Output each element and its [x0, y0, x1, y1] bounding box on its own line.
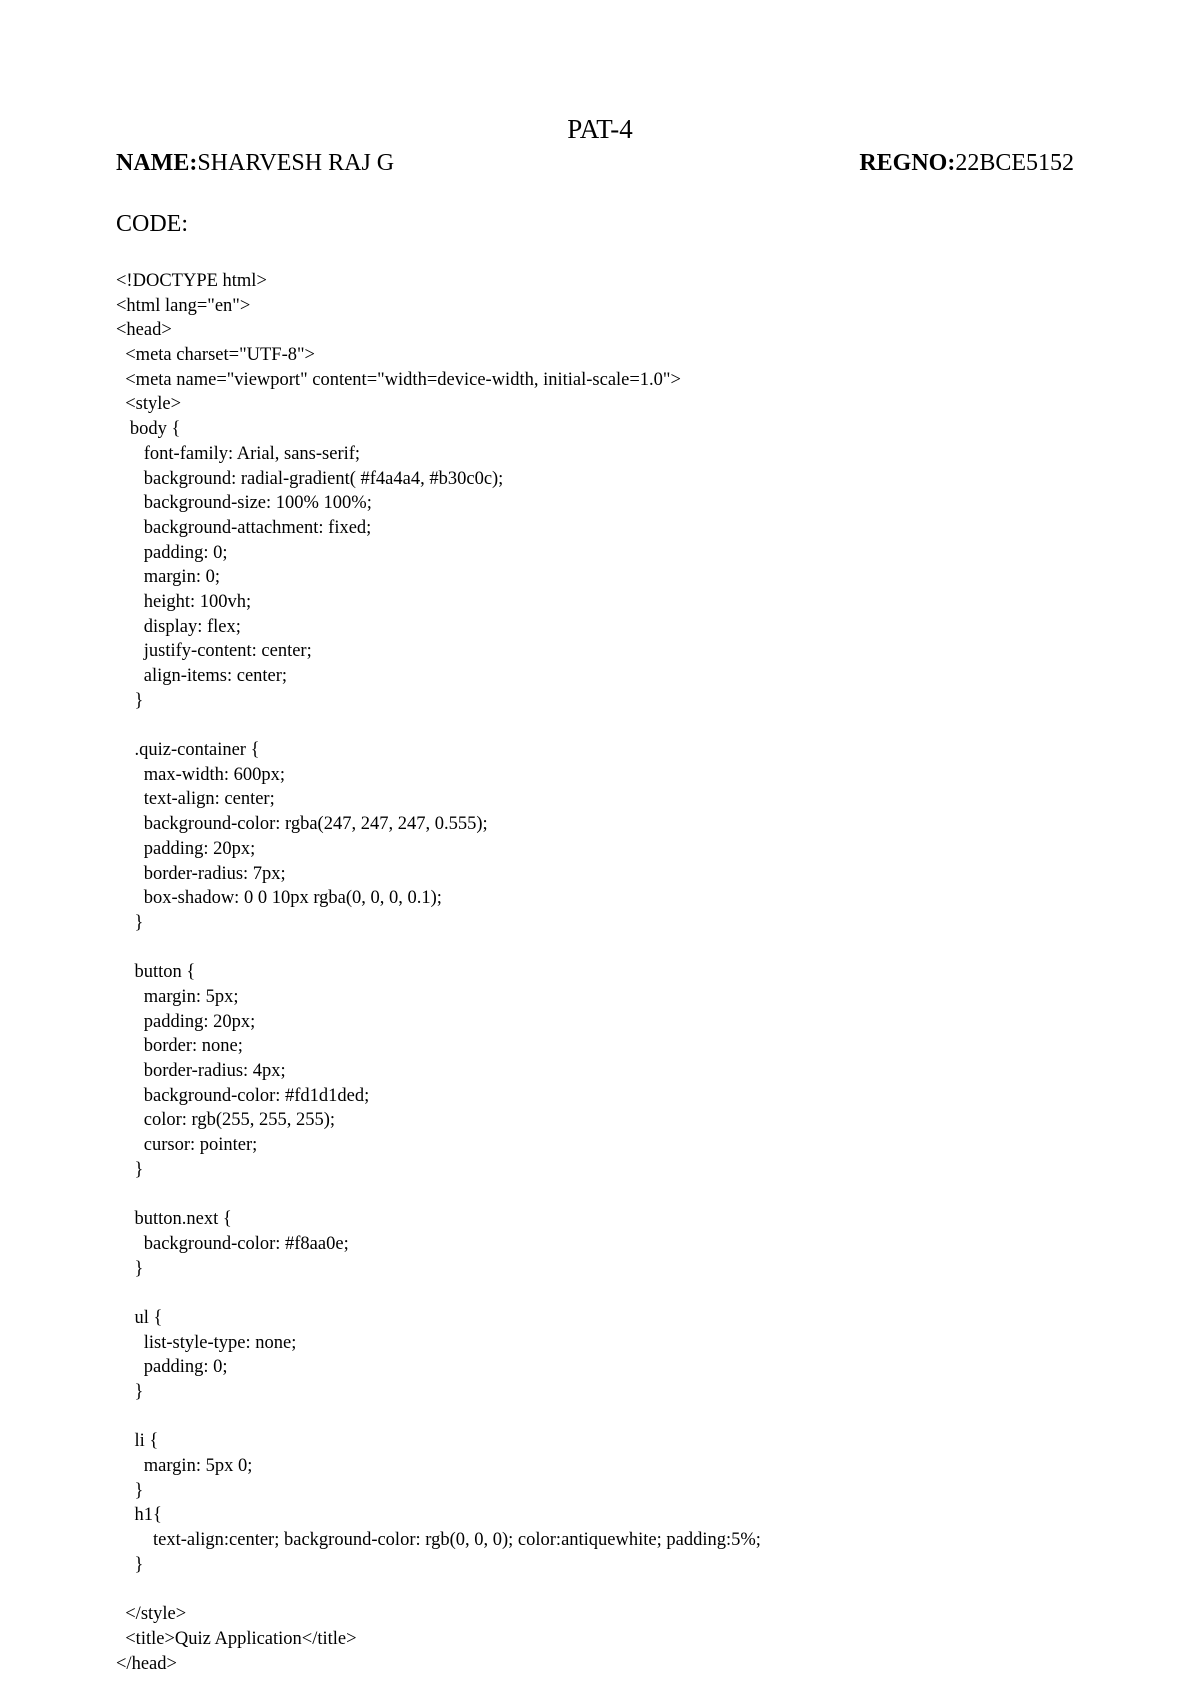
code-line: padding: 0; [116, 542, 228, 563]
code-line: ul { [116, 1307, 163, 1328]
code-line: </style> [116, 1604, 187, 1625]
code-line: box-shadow: 0 0 10px rgba(0, 0, 0, 0.1); [116, 888, 442, 909]
code-line: justify-content: center; [116, 641, 312, 662]
code-line: } [116, 690, 144, 711]
code-line: } [116, 1258, 144, 1279]
code-line: <meta charset="UTF-8"> [116, 345, 315, 366]
code-line: } [116, 1480, 144, 1501]
code-line [116, 1405, 1116, 1430]
code-line: padding: 0; [116, 1357, 228, 1378]
code-line: background-color: #f8aa0e; [116, 1233, 349, 1254]
regno-label: REGNO: [859, 150, 956, 176]
code-line: } [116, 1381, 144, 1402]
code-line: <head> [116, 320, 172, 341]
page-title: PAT-4 [567, 114, 633, 144]
code-line: body { [116, 419, 181, 440]
code-line: button { [116, 962, 196, 983]
code-line: margin: 0; [116, 567, 220, 588]
regno-field [859, 147, 1074, 179]
code-line: padding: 20px; [116, 1011, 256, 1032]
name-value: SHARVESH RAJ G [197, 150, 395, 176]
code-line: margin: 5px; [116, 986, 239, 1007]
code-line: text-align:center; background-color: rgb(0, 0, 0); color:antiquewhite; padding:5%; [116, 1530, 761, 1551]
code-line: <meta name="viewport" content="width=device-width, initial-scale=1.0"> [116, 369, 681, 390]
code-line: align-items: center; [116, 666, 288, 686]
code-line: li { [116, 1431, 159, 1452]
code-line: <html lang="en"> [116, 295, 251, 316]
code-line: } [116, 1159, 144, 1180]
code-line: background-size: 100% 100%; [116, 493, 372, 514]
code-line: background: radial-gradient( #f4a4a4, #b30c0c); [116, 468, 504, 489]
code-line: height: 100vh; [116, 591, 252, 612]
code-line: .quiz-container { [116, 740, 260, 761]
code-line: background-color: rgba(247, 247, 247, 0.555); [116, 814, 488, 835]
student-info-row [116, 147, 1074, 179]
code-line: text-align: center; [116, 789, 275, 810]
code-line: </head> [116, 1653, 177, 1674]
code-line: color: rgb(255, 255, 255); [116, 1110, 336, 1131]
code-line: display: flex; [116, 616, 241, 637]
regno-value: 22BCE5152 [955, 150, 1074, 176]
code-line [116, 713, 1116, 738]
code-line: font-family: Arial, sans-serif; [116, 443, 361, 464]
code-line: border-radius: 4px; [116, 1061, 286, 1081]
code-heading: CODE: [116, 211, 188, 237]
code-line [116, 1577, 1116, 1602]
code-line: background-color: #fd1d1ded; [116, 1085, 370, 1106]
code-line: margin: 5px 0; [116, 1456, 253, 1476]
code-listing [116, 269, 1116, 1676]
code-line: background-attachment: fixed; [116, 517, 372, 538]
code-line: border-radius: 7px; [116, 863, 286, 884]
code-line: padding: 20px; [116, 838, 256, 859]
code-line: <title>Quiz Application</title> [116, 1628, 357, 1649]
code-line: h1{ [116, 1505, 162, 1526]
code-line: <!DOCTYPE html> [116, 271, 267, 291]
code-line: border: none; [116, 1036, 243, 1057]
code-line: list-style-type: none; [116, 1332, 297, 1353]
code-line [116, 936, 1116, 961]
code-line: cursor: pointer; [116, 1135, 258, 1156]
code-line [116, 1182, 1116, 1207]
code-line: <style> [116, 394, 182, 415]
code-line: } [116, 912, 144, 933]
code-line: button.next { [116, 1209, 232, 1230]
code-line: max-width: 600px; [116, 764, 286, 785]
name-field [116, 147, 394, 179]
code-line [116, 1281, 1116, 1306]
name-label: NAME: [116, 150, 198, 176]
code-line: } [116, 1554, 144, 1575]
